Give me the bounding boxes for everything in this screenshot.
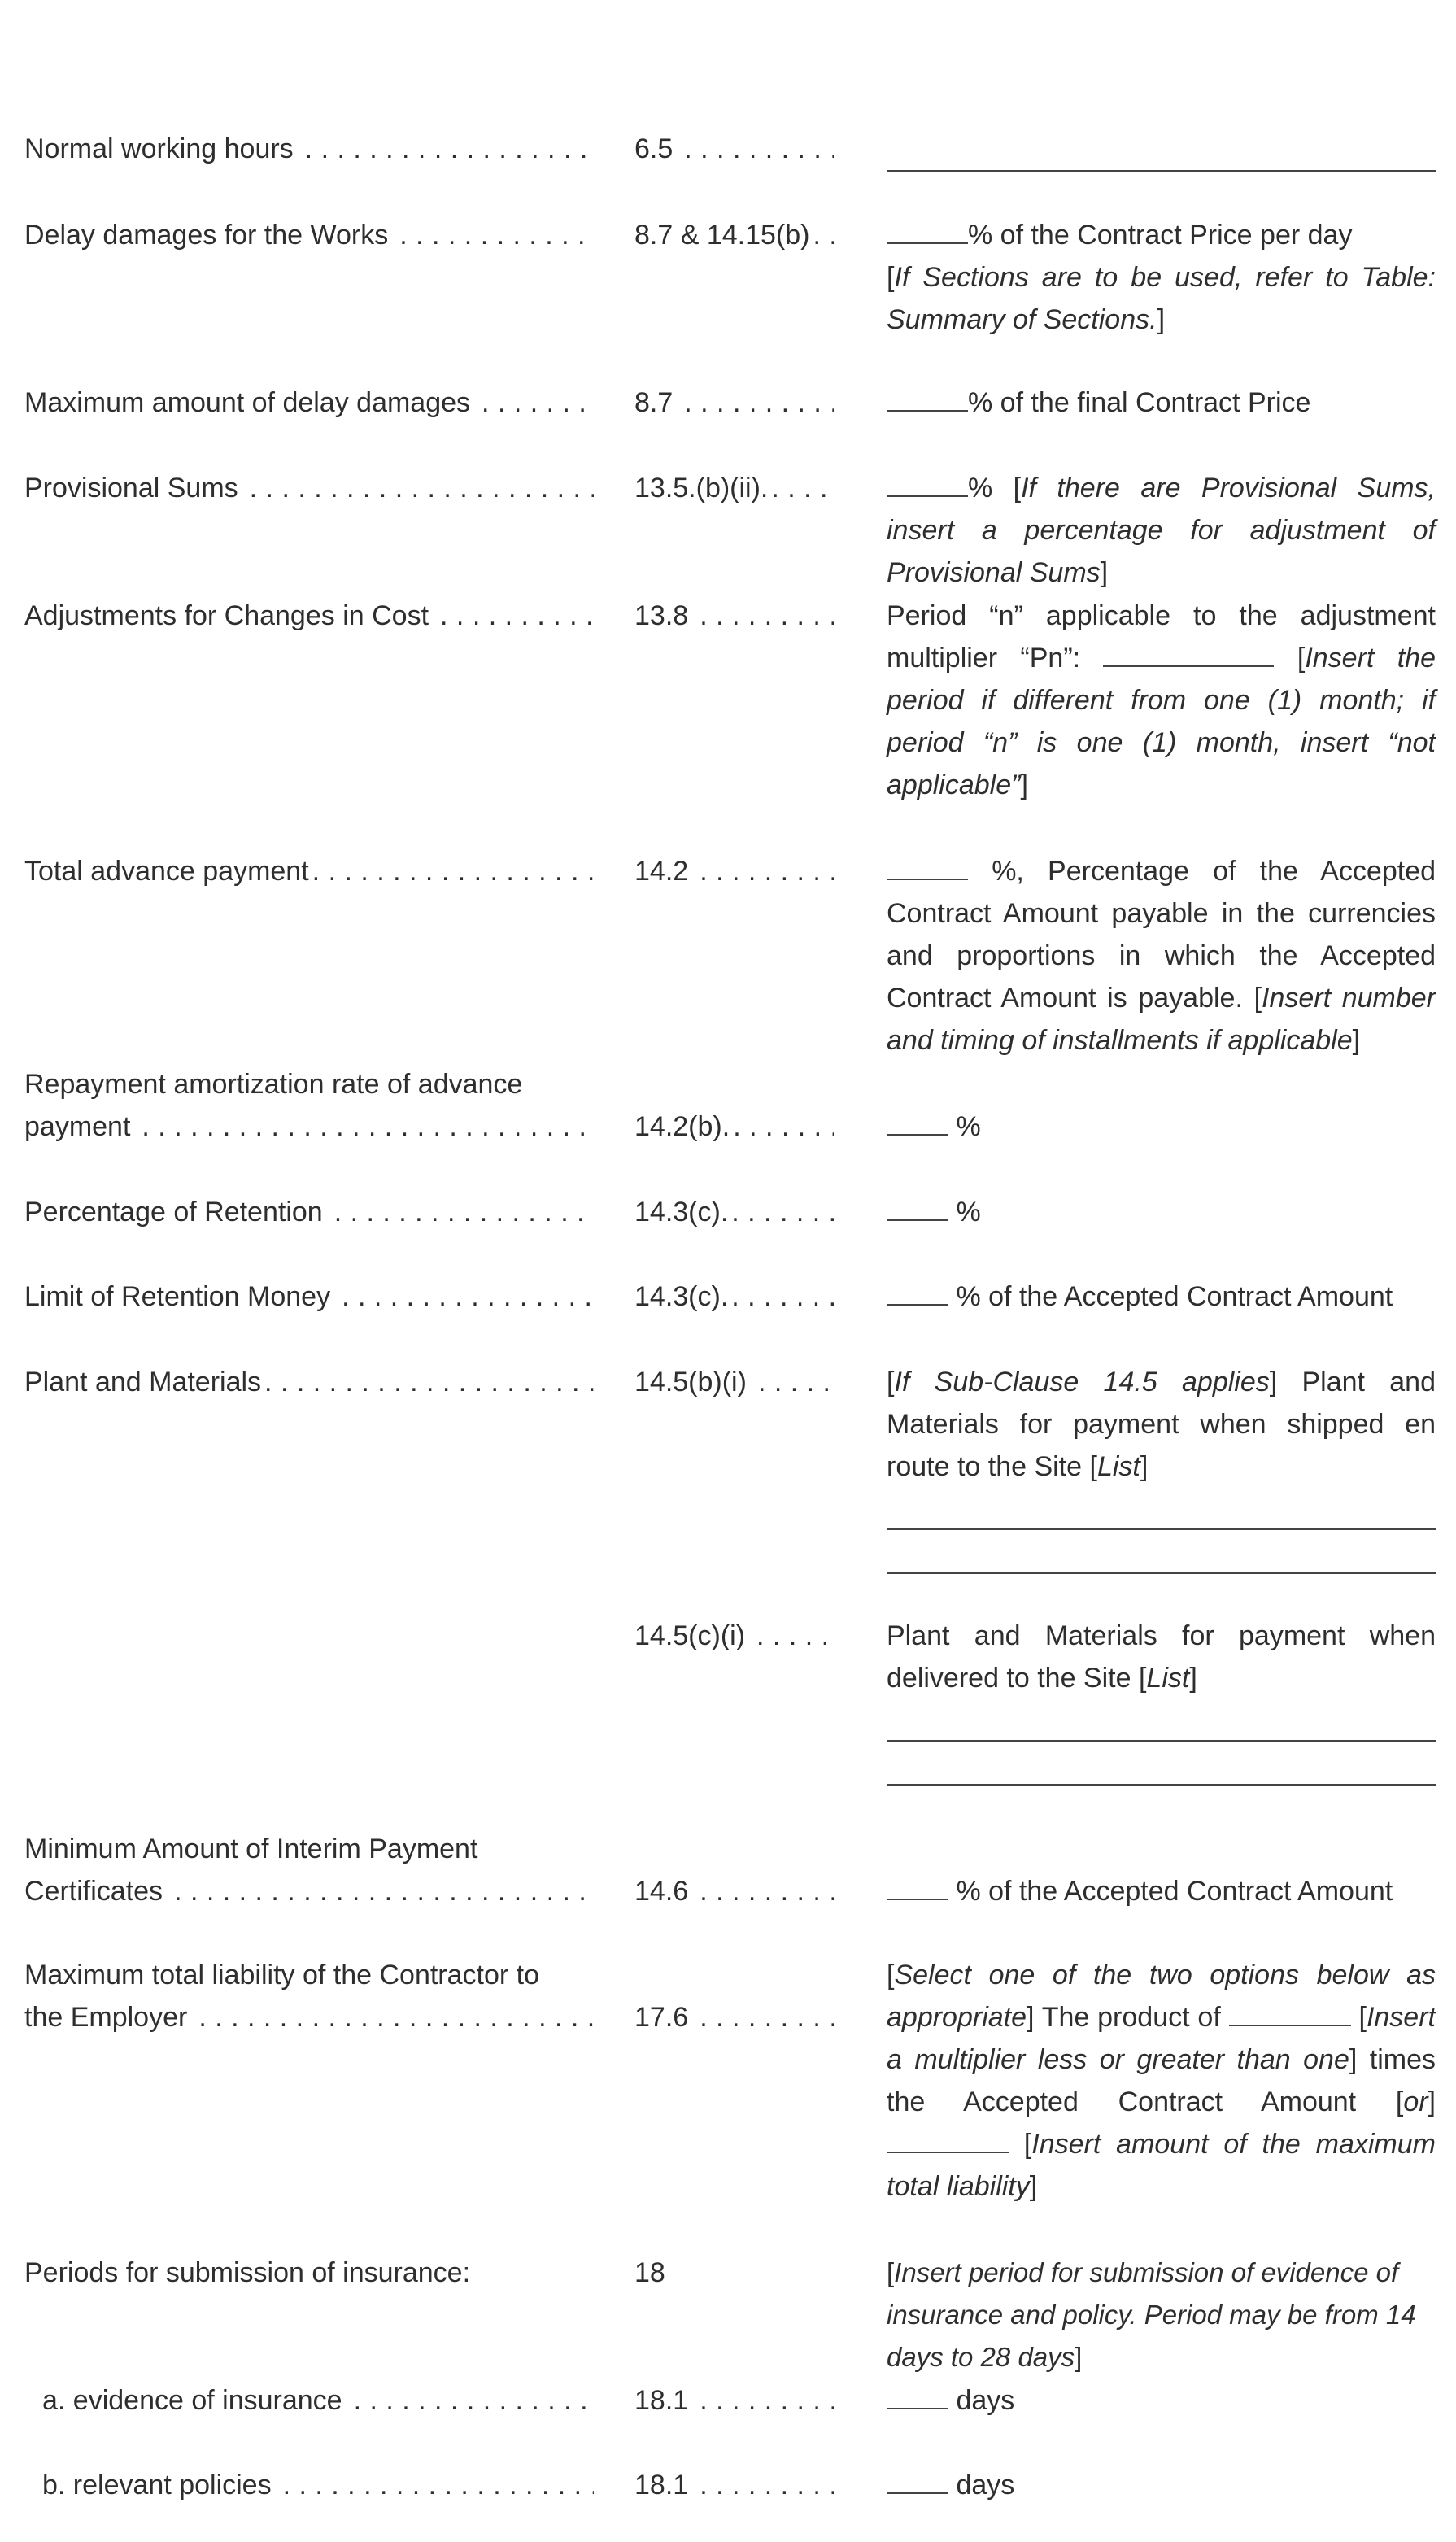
label — [24, 214, 594, 256]
leader-dots — [250, 467, 594, 509]
entry — [887, 214, 1436, 341]
label — [24, 1275, 594, 1318]
label — [24, 128, 594, 170]
leader-dots — [700, 595, 834, 637]
label-text: a. evidence of insurance — [42, 2385, 342, 2416]
text: % of the Contract Price per day — [968, 220, 1353, 251]
leader-dots — [264, 1361, 594, 1403]
text: days — [956, 2470, 1015, 2501]
label — [24, 467, 594, 509]
text: [ — [1358, 2002, 1367, 2033]
entry — [887, 1615, 1436, 1786]
blank-field[interactable] — [1229, 1997, 1351, 2026]
text: ] — [1029, 2171, 1038, 2202]
clause-ref — [634, 2379, 834, 2422]
leader-dots — [700, 850, 834, 892]
blank-field[interactable] — [887, 2465, 948, 2494]
label-text: b. relevant policies — [42, 2470, 272, 2501]
label-text: Limit of Retention Money — [24, 1281, 331, 1312]
instruction: List — [1096, 1451, 1140, 1482]
leader-dots — [440, 595, 594, 637]
instruction: If Sections are to be used, refer to Table: Summary of Sections. — [887, 262, 1436, 335]
ref-text: 6.5 — [634, 133, 674, 164]
text: ] — [1140, 1451, 1149, 1482]
leader-dots — [399, 214, 594, 256]
leader-dots — [283, 2464, 594, 2506]
text: ] — [1189, 1663, 1197, 1694]
text: [ — [887, 1367, 895, 1397]
blank-field[interactable] — [887, 1106, 948, 1136]
clause-ref — [634, 128, 834, 170]
label — [42, 2379, 594, 2422]
instruction: Insert period for submission of evidence of insurance and policy. Period may be from 14 days to 28 days — [887, 2257, 1416, 2372]
ref-text: 18.1 — [634, 2470, 689, 2501]
text: [ — [887, 2257, 895, 2287]
label — [24, 1063, 594, 1148]
ref-text: 14.2 — [634, 856, 689, 887]
label — [24, 1954, 594, 2038]
leader-dots — [771, 467, 834, 509]
label — [24, 1828, 594, 1912]
clause-ref — [634, 1191, 834, 1233]
clause-ref — [634, 1361, 834, 1403]
text: % of the Accepted Contract Amount — [956, 1876, 1393, 1907]
label-text: Percentage of Retention — [24, 1197, 323, 1227]
blank-field[interactable] — [887, 215, 968, 244]
leader-dots — [700, 1870, 834, 1912]
label — [24, 850, 594, 892]
clause-ref — [634, 1615, 834, 1657]
entry — [887, 467, 1436, 594]
instruction: List — [1146, 1663, 1190, 1694]
instruction: or — [1403, 2086, 1428, 2117]
label-text: Total advance payment — [24, 856, 309, 887]
text: ] The product of — [1027, 2002, 1221, 2033]
ref-text: 14.5(b)(i) — [634, 1367, 747, 1397]
ref-text: 14.2(b). — [634, 1111, 730, 1142]
entry — [887, 1105, 1436, 1148]
text: % — [956, 1111, 981, 1142]
entry-blank-line[interactable] — [887, 1782, 1436, 1786]
instruction: Insert number and timing of installments if applicable — [887, 983, 1436, 1056]
clause-ref — [634, 214, 834, 256]
label-text: Provisional Sums — [24, 473, 238, 504]
clause-ref — [634, 595, 834, 637]
text: ] Plant and Materials for payment when shipped en route to the Site [ — [887, 1367, 1436, 1482]
label-text: Repayment amortization rate of advance — [24, 1069, 523, 1100]
text: ] — [1428, 2086, 1436, 2117]
instruction: Insert a multiplier less or greater than one — [887, 2002, 1436, 2075]
ref-text: 18 — [634, 2257, 665, 2288]
text: % — [956, 1197, 981, 1227]
blank-field[interactable] — [887, 1192, 948, 1221]
ref-text: 14.6 — [634, 1876, 689, 1907]
text: ] — [1157, 304, 1166, 335]
clause-ref — [634, 1996, 834, 2038]
text: days — [956, 2385, 1015, 2416]
ref-text: 17.6 — [634, 2002, 689, 2033]
entry — [887, 2464, 1436, 2506]
text: ] — [1352, 1025, 1361, 1056]
text: %, Percentage of the Accepted Contract Amount payable in the currencies and proportions in which the Accepted Contract Amount is payable. [ — [887, 856, 1436, 1014]
label-text: Periods for submission of insurance: — [24, 2257, 471, 2288]
instruction: Select one of the two options below as appropriate — [887, 1960, 1436, 2033]
blank-field[interactable] — [887, 2380, 948, 2409]
label-text: the Employer — [24, 2002, 188, 2033]
label — [24, 1361, 594, 1403]
entry — [887, 1870, 1436, 1912]
entry — [887, 850, 1436, 1062]
ref-text: 14.5(c)(i) — [634, 1620, 746, 1651]
blank-field[interactable] — [887, 382, 968, 412]
entry-blank-line[interactable] — [887, 1571, 1436, 1574]
label-text: Normal working hours — [24, 133, 294, 164]
text: [ — [1297, 643, 1306, 674]
leader-dots — [700, 1996, 834, 2038]
blank-field[interactable] — [887, 2124, 1009, 2153]
clause-ref — [634, 382, 834, 424]
instruction: Insert amount of the maximum total liability — [887, 2129, 1436, 2202]
clause-ref — [634, 2464, 834, 2506]
blank-field[interactable] — [887, 1276, 948, 1306]
text: ] — [1020, 770, 1028, 800]
label — [24, 382, 594, 424]
entry — [887, 2379, 1436, 2422]
text: [ — [1023, 2129, 1032, 2160]
label-text: payment — [24, 1111, 131, 1142]
entry — [887, 2252, 1436, 2378]
ref-text: 14.3(c). — [634, 1197, 729, 1227]
blank-field[interactable] — [1103, 638, 1274, 667]
ref-text: 8.7 & 14.15(b) — [634, 220, 810, 251]
leader-dots — [758, 1361, 834, 1403]
leader-dots — [731, 1191, 834, 1233]
entry — [887, 1191, 1436, 1233]
ref-text: 14.3(c). — [634, 1281, 729, 1312]
label-text: Maximum total liability of the Contractor to — [24, 1960, 540, 1990]
text: Plant and Materials for payment when delivered to the Site [ — [887, 1620, 1436, 1694]
leader-dots — [684, 128, 834, 170]
ref-text: 13.5.(b)(ii). — [634, 473, 769, 504]
leader-dots — [482, 382, 594, 424]
label — [24, 595, 594, 637]
blank-field[interactable] — [887, 851, 968, 880]
entry — [887, 1361, 1436, 1574]
text: ] times the Accepted Contract Amount [ — [887, 2044, 1436, 2117]
leader-dots — [733, 1105, 834, 1148]
entry-blank-line[interactable] — [887, 1527, 1436, 1530]
leader-dots — [312, 850, 594, 892]
clause-ref — [634, 1870, 834, 1912]
leader-dots — [700, 2464, 834, 2506]
text: [ — [887, 1960, 895, 1990]
clause-ref — [634, 850, 834, 892]
text: [ — [887, 262, 895, 293]
leader-dots — [354, 2379, 594, 2422]
label-text: Maximum amount of delay damages — [24, 387, 471, 418]
label — [24, 1191, 594, 1233]
leader-dots — [198, 1996, 594, 2038]
entry-blank-line[interactable] — [887, 1738, 1436, 1742]
label — [42, 2464, 594, 2506]
label-text: Delay damages for the Works — [24, 220, 389, 251]
label-text: Adjustments for Changes in Cost — [24, 600, 429, 631]
leader-dots — [684, 382, 834, 424]
leader-dots — [342, 1275, 594, 1318]
leader-dots — [700, 2379, 834, 2422]
entry — [887, 595, 1436, 806]
text: ] — [1075, 2342, 1083, 2372]
clause-ref — [634, 2252, 834, 2294]
leader-dots — [813, 214, 834, 256]
entry — [887, 1275, 1436, 1318]
text: ] — [1100, 557, 1109, 588]
leader-dots — [142, 1105, 594, 1148]
leader-dots — [174, 1870, 594, 1912]
text: Period “n” applicable to the adjustment multiplier “Pn”: — [887, 600, 1436, 674]
text: % of the Accepted Contract Amount — [956, 1281, 1393, 1312]
entry — [887, 1954, 1436, 2208]
label-text: Plant and Materials — [24, 1367, 262, 1397]
clause-ref — [634, 1275, 834, 1318]
instruction: If there are Provisional Sums, insert a percentage for adjustment of Provisional Sums — [887, 473, 1436, 588]
ref-text: 8.7 — [634, 387, 674, 418]
leader-dots — [756, 1615, 834, 1657]
label-text: Minimum Amount of Interim Payment — [24, 1833, 478, 1864]
leader-dots — [731, 1275, 834, 1318]
ref-text: 18.1 — [634, 2385, 689, 2416]
blank-field[interactable] — [887, 468, 968, 497]
clause-ref — [634, 467, 834, 509]
instruction: Insert the period if different from one (1) month; if period “n” is one (1) month, insert “not applicable” — [887, 643, 1436, 800]
entry — [887, 382, 1436, 424]
ref-text: 13.8 — [634, 600, 689, 631]
leader-dots — [305, 128, 594, 170]
entry-blank-line[interactable] — [887, 168, 1436, 172]
blank-field[interactable] — [887, 1871, 948, 1900]
label-text: Certificates — [24, 1876, 163, 1907]
text: % of the final Contract Price — [968, 387, 1311, 418]
text: % [ — [968, 473, 1022, 504]
leader-dots — [334, 1191, 594, 1233]
instruction: If Sub-Clause 14.5 applies — [894, 1367, 1270, 1397]
label — [24, 2252, 594, 2294]
clause-ref — [634, 1105, 834, 1148]
